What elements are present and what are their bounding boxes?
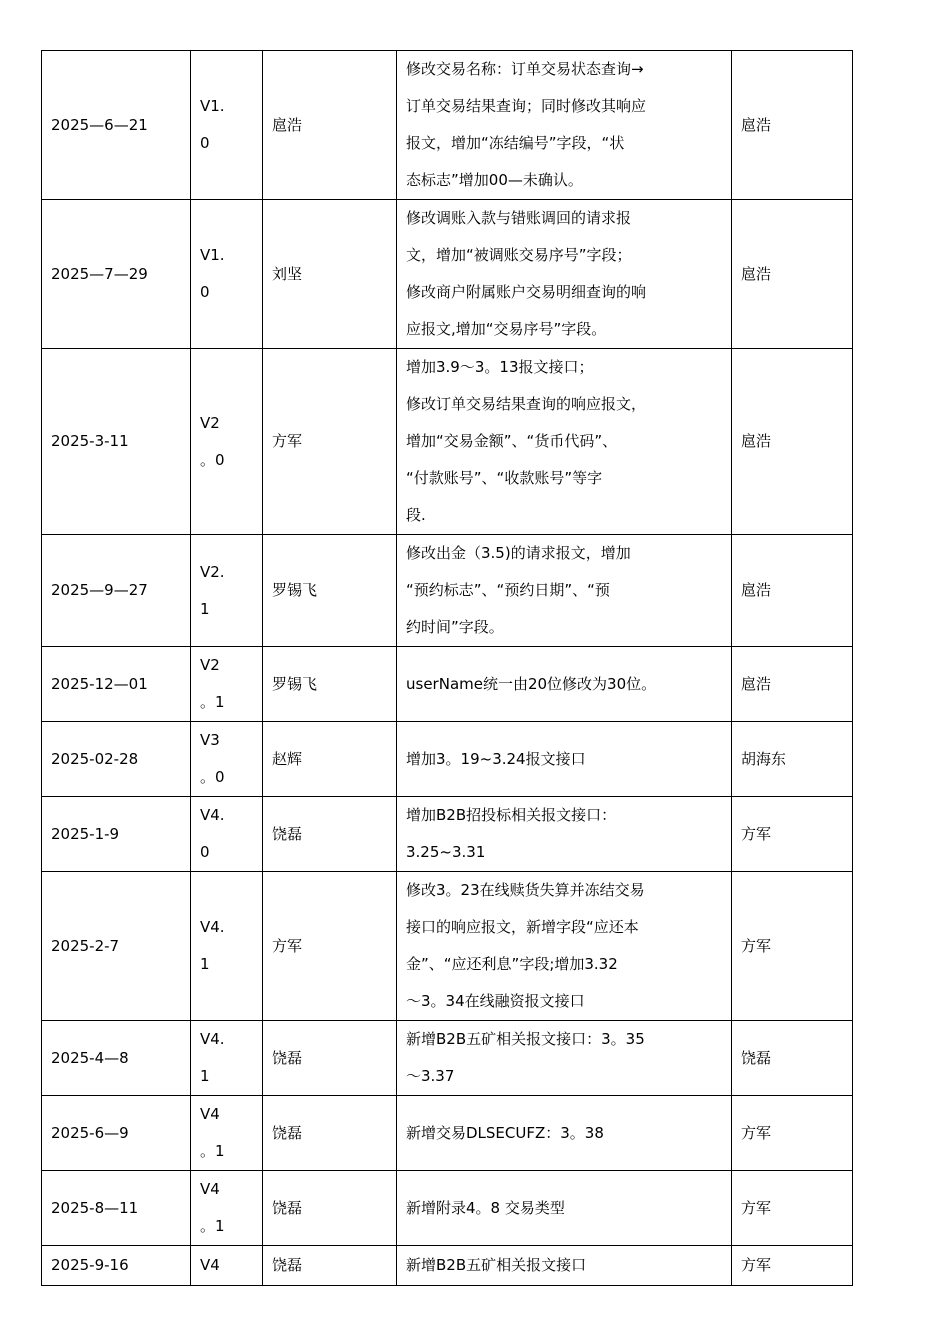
version-text: V2	[200, 656, 220, 674]
revision-version	[191, 797, 263, 872]
table-row	[42, 1021, 853, 1096]
revision-description	[397, 1021, 732, 1096]
table-row	[42, 797, 853, 872]
version-text: V4	[200, 1256, 220, 1274]
revision-reviewer: 方军	[732, 1096, 853, 1171]
version-text: 0	[200, 283, 210, 301]
version-text: 。0	[200, 450, 225, 469]
description-line: ～3。34在线融资报文接口	[406, 992, 585, 1010]
revision-description	[397, 647, 732, 722]
revision-description	[397, 51, 732, 200]
revision-description	[397, 200, 732, 349]
table-row	[42, 349, 853, 535]
version-text: V2.	[200, 562, 225, 581]
revision-author: 方军	[263, 349, 397, 535]
description-line: 段.	[406, 506, 426, 524]
revision-author: 罗锡飞	[263, 647, 397, 722]
revision-reviewer: 扈浩	[732, 51, 853, 200]
version-text: 。1	[200, 1142, 225, 1160]
revision-reviewer: 饶磊	[732, 1021, 853, 1096]
version-text: V4	[200, 1180, 220, 1198]
description-line: 修改订单交易结果查询的响应报文，	[406, 395, 647, 413]
table-row	[42, 647, 853, 722]
table-row	[42, 535, 853, 647]
revision-date: 2025-9-16	[42, 1246, 191, 1286]
revision-description	[397, 872, 732, 1021]
table-row	[42, 1246, 853, 1286]
description-line: ～3.37	[406, 1067, 455, 1085]
description-line: 修改调账入款与错账调回的请求报	[406, 209, 632, 227]
revision-reviewer: 方军	[732, 872, 853, 1021]
revision-author: 饶磊	[263, 1171, 397, 1246]
revision-date: 2025—6—21	[42, 51, 191, 200]
revision-author: 饶磊	[263, 797, 397, 872]
revision-reviewer: 扈浩	[732, 200, 853, 349]
description-line: 新增B2B五矿相关报文接口	[406, 1256, 587, 1274]
description-line: “付款账号”、“收款账号”等字	[406, 469, 603, 487]
version-text: V4.	[200, 1030, 225, 1048]
version-text: V4.	[200, 918, 225, 936]
table-row	[42, 200, 853, 349]
revision-date: 2025—9—27	[42, 535, 191, 647]
revision-author: 赵辉	[263, 722, 397, 797]
revision-reviewer: 扈浩	[732, 349, 853, 535]
revision-date: 2025-8—11	[42, 1171, 191, 1246]
revision-date: 2025-3-11	[42, 349, 191, 535]
version-text: 0	[200, 134, 210, 152]
revision-date: 2025-02-28	[42, 722, 191, 797]
revision-reviewer: 胡海东	[732, 722, 853, 797]
description-line: 报文，增加“冻结编号”字段，“状	[406, 134, 625, 152]
revision-description	[397, 1171, 732, 1246]
revision-version	[191, 872, 263, 1021]
version-text: V1.	[200, 97, 225, 115]
revision-description	[397, 535, 732, 647]
revision-author: 扈浩	[263, 51, 397, 200]
revision-reviewer: 扈浩	[732, 535, 853, 647]
revision-version	[191, 1096, 263, 1171]
revision-version	[191, 51, 263, 200]
version-text: 1	[200, 955, 210, 973]
revision-table-body	[42, 51, 853, 1286]
revision-date: 2025-6—9	[42, 1096, 191, 1171]
description-line: 态标志”增加00—未确认。	[406, 171, 583, 189]
revision-author: 刘坚	[263, 200, 397, 349]
revision-author: 饶磊	[263, 1246, 397, 1286]
description-line: 修改交易名称：订单交易状态查询→	[406, 60, 644, 78]
revision-author: 饶磊	[263, 1021, 397, 1096]
revision-version	[191, 535, 263, 647]
revision-version	[191, 647, 263, 722]
revision-date: 2025—7—29	[42, 200, 191, 349]
version-text: V4	[200, 1105, 220, 1123]
version-text: 。1	[200, 693, 225, 711]
revision-history-table	[41, 50, 853, 1286]
description-line: 修改3。23在线赎货失算并冻结交易	[406, 881, 645, 899]
revision-author: 罗锡飞	[263, 535, 397, 647]
description-line: 新增交易DLSECUFZ：3。38	[406, 1123, 604, 1142]
revision-reviewer: 方军	[732, 797, 853, 872]
revision-date: 2025-2-7	[42, 872, 191, 1021]
description-line: 增加“交易金额”、“货币代码”、	[406, 432, 618, 450]
description-line: 接口的响应报文，新增字段“应还本	[406, 918, 639, 936]
revision-description	[397, 1096, 732, 1171]
revision-author: 方军	[263, 872, 397, 1021]
table-row	[42, 51, 853, 200]
revision-version	[191, 1246, 263, 1286]
description-line: userName统一由20位修改为30位。	[406, 674, 657, 693]
revision-version	[191, 349, 263, 535]
version-text: 1	[200, 599, 210, 618]
description-line: 3.25~3.31	[406, 843, 486, 861]
version-text: 1	[200, 1067, 210, 1085]
description-line: 修改商户附属账户交易明细查询的响	[406, 283, 647, 301]
description-line: 增加B2B招投标相关报文接口：	[406, 806, 617, 824]
description-line: “预约标志”、“预约日期”、“预	[406, 581, 610, 599]
version-text: V2	[200, 413, 220, 432]
revision-version	[191, 722, 263, 797]
revision-description	[397, 797, 732, 872]
description-line: 新增附录4。8 交易类型	[406, 1198, 565, 1217]
revision-version	[191, 1171, 263, 1246]
table-row	[42, 722, 853, 797]
description-line: 应报文,增加“交易序号”字段。	[406, 320, 607, 338]
version-text: V4.	[200, 806, 225, 824]
version-text: 0	[200, 843, 210, 861]
version-text: V1.	[200, 246, 225, 264]
revision-date: 2025-12—01	[42, 647, 191, 722]
revision-version	[191, 1021, 263, 1096]
description-line: 文，增加“被调账交易序号”字段；	[406, 246, 632, 264]
description-line: 修改出金（3.5)的请求报文，增加	[406, 544, 631, 562]
revision-reviewer: 方军	[732, 1246, 853, 1286]
version-text: V3	[200, 731, 220, 749]
description-line: 约时间”字段。	[406, 618, 504, 636]
description-line: 订单交易结果查询；同时修改其响应	[406, 97, 647, 115]
version-text: 。1	[200, 1217, 225, 1235]
description-line: 增加3。19~3.24报文接口	[406, 749, 586, 768]
version-text: 。0	[200, 768, 225, 786]
revision-date: 2025-1-9	[42, 797, 191, 872]
revision-reviewer: 扈浩	[732, 647, 853, 722]
table-row	[42, 1171, 853, 1246]
table-row	[42, 1096, 853, 1171]
description-line: 增加3.9～3。13报文接口；	[406, 358, 594, 376]
revision-date: 2025-4—8	[42, 1021, 191, 1096]
description-line: 金”、“应还利息”字段;增加3.32	[406, 955, 618, 973]
revision-version	[191, 200, 263, 349]
revision-reviewer: 方军	[732, 1171, 853, 1246]
table-row	[42, 872, 853, 1021]
revision-description	[397, 722, 732, 797]
revision-description	[397, 349, 732, 535]
revision-description	[397, 1246, 732, 1286]
description-line: 新增B2B五矿相关报文接口：3。35	[406, 1030, 645, 1048]
revision-author: 饶磊	[263, 1096, 397, 1171]
